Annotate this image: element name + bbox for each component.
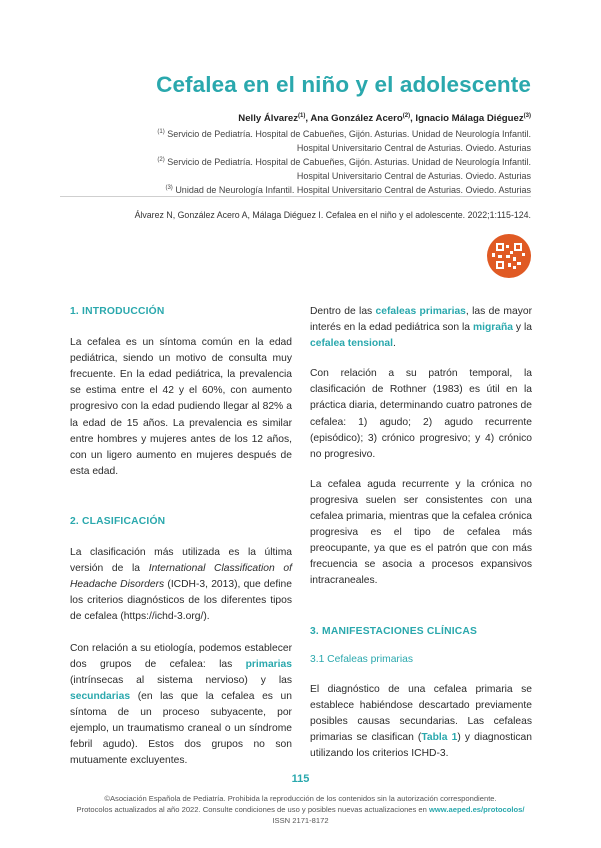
affiliation-line: Unidad de Neurología Infantil. Hospital Universitario Central de Asturias. Oviedo. Asturias (175, 185, 531, 195)
author-name: Nelly Álvarez (238, 113, 298, 125)
affiliation-line: Servicio de Pediatría. Hospital de Cabueñes, Gijón. Asturias. Unidad de Neurología Infantil. (167, 129, 531, 139)
text-italic: International Classification of Headache Disorders (70, 563, 292, 591)
author-sup: (1) (298, 113, 306, 119)
subsection-heading: 3.1 Cefaleas primarias (310, 653, 414, 665)
text-run: El diagnóstico de una cefalea primaria se establece habiéndose descartado previamente posibles causas secundarias. Las cefaleas primarias se clasifican ( (310, 683, 532, 743)
affiliation-line: Servicio de Pediatría. Hospital de Cabueñes, Gijón. Asturias. Unidad de Neurología Infantil. (167, 157, 531, 167)
text-run: ) y diagnostican utilizando los criterios ICHD-3. (310, 731, 533, 760)
link-migrana[interactable]: migraña (472, 322, 513, 334)
author-separator: , (305, 113, 311, 125)
citation: Álvarez N, González Acero A, Málaga Diéguez I. Cefalea en el niño y el adolescente. 2022;1:115-124. (134, 210, 531, 220)
author-list (238, 113, 531, 124)
section-heading: 1. INTRODUCCIÓN (70, 306, 165, 317)
affiliation-line: Hospital Universitario Central de Asturias. Oviedo. Asturias (296, 143, 531, 153)
footer-text: Protocolos actualizados al año 2022. Consulte condiciones de uso y posibles nuevas actualizaciones en (76, 805, 429, 814)
section-heading: 2. CLASIFICACIÓN (70, 515, 166, 527)
article-title: Cefalea en el niño y el adolescente (156, 72, 531, 97)
footer-protocols (0, 804, 601, 815)
text-run: Dentro de las (310, 306, 376, 317)
header-divider (60, 196, 531, 197)
link-tabla-1[interactable]: Tabla 1 (421, 731, 458, 743)
qr-code-icon[interactable] (486, 233, 532, 279)
affiliation-line: Hospital Universitario Central de Asturias. Oviedo. Asturias (296, 171, 531, 181)
affiliation-2 (157, 153, 531, 183)
footer-copyright: ©Asociación Española de Pediatría. Prohibida la reproducción de los contenidos sin la autorización correspondiente. (104, 794, 497, 803)
paragraph: La cefalea es un síntoma común en la edad pediátrica, siendo un motivo de consulta muy frecuente. En la edad pediátrica, la prevalencia se estima entre el 42 y el 60%, con aumento progresivo con la edad pudiendo llegar al 82% a la edad de 15 años. La prevalencia es similar entre hombres y mujeres antes de los 12 años, con un ligero aumento en mujeres después de esta edad. (70, 337, 292, 477)
text-run: Con relación a su etiología, podemos establecer dos grupos de cefalea: las (70, 642, 292, 670)
affiliation-sup: (2) (157, 157, 165, 163)
author-name: Ignacio Málaga Diéguez (415, 113, 524, 125)
text-run: (ICDH-3, 2013), que define los criterios diagnósticos de los diferentes tipos de cefalea (https://ichd-3.org/). (70, 579, 292, 623)
text-run: (intrínsecas al sistema nervioso) y las (70, 674, 292, 686)
text-run: . (392, 338, 396, 350)
footer-issn: ISSN 2171-8172 (272, 816, 329, 825)
paragraph: Con relación a su patrón temporal, la clasificación de Rothner (1983) es útil en la práctica diaria, determinando cuatro patrones de cefalea: 1) agudo; 2) agudo recurrente (episódico); 3) crónico progresivo; y 4) crónico no progresivo. (310, 368, 532, 460)
text-run: La clasificación más utilizada es la última versión de la (70, 547, 292, 575)
author-name: Ana González Acero (310, 113, 403, 125)
paragraph (310, 304, 532, 352)
paragraph (70, 641, 292, 770)
author-sup: (3) (523, 113, 531, 119)
section-heading: 3. MANIFESTACIONES CLÍNICAS (310, 625, 478, 637)
text-run: (en las que la cefalea es un síntoma de un proceso subyacente, por ejemplo, un traumatismo craneal o un síndrome febril agudo). Estos dos grupos no son mutuamente excluyentes. (70, 690, 292, 767)
link-cefaleas-primarias[interactable]: cefaleas primarias (375, 306, 466, 317)
link-secundarias[interactable]: secundarias (70, 690, 131, 702)
page-number: 115 (291, 773, 310, 785)
text-run: y la (513, 322, 532, 334)
affiliation-1 (157, 125, 531, 155)
link-cefalea-tensional[interactable]: cefalea tensional (310, 338, 393, 350)
right-column (310, 304, 532, 762)
paragraph (70, 545, 292, 625)
author-sup: (2) (402, 113, 411, 119)
paragraph: La cefalea aguda recurrente y la crónica no progresiva suelen ser consistentes con una cefalea primaria, mientras que la cefalea crónica progresiva es el tipo de cefalea más preocupante, ya que es el patrón que con más frecuencia se asocia a procesos expansivos intracraneales. (310, 478, 532, 587)
footer-link[interactable]: www.aeped.es/protocolos/ (428, 805, 525, 814)
author-separator: , (410, 113, 416, 125)
affiliation-sup: (1) (157, 129, 165, 135)
text-run: , las de mayor interés en la edad pediátrica son la (310, 306, 533, 334)
paragraph (310, 682, 532, 762)
affiliation-3 (165, 181, 531, 197)
left-column (70, 304, 292, 769)
affiliation-sup: (3) (165, 185, 173, 191)
link-primarias[interactable]: primarias (245, 658, 292, 670)
